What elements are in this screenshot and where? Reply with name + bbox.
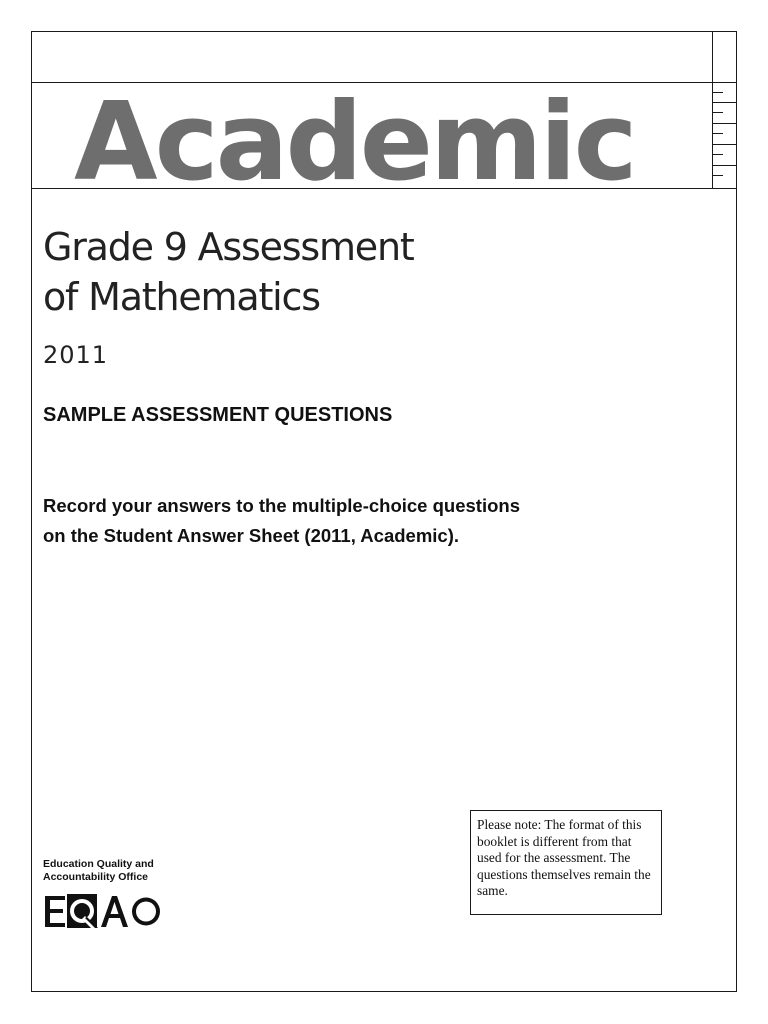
ruler-tick [713, 112, 723, 113]
title-line-2: of Mathematics [43, 275, 320, 319]
eqao-logo-icon [43, 890, 173, 932]
org-name-line-2: Accountability Office [43, 871, 149, 883]
academic-banner-title: Academic [74, 82, 635, 189]
assessment-year: 2011 [43, 341, 109, 369]
instruction-line-1: Record your answers to the multiple-choice questions [43, 495, 520, 516]
organization-logo-block [43, 858, 243, 938]
organization-name [43, 858, 243, 884]
title-line-1: Grade 9 Assessment [43, 225, 414, 269]
ruler-tick [713, 133, 723, 134]
ruler-tick [713, 175, 723, 176]
ruler-tick [713, 102, 737, 103]
header-band [32, 32, 736, 83]
org-name-line-1: Education Quality and [43, 858, 154, 870]
format-note-box: Please note: The format of this booklet is different from that used for the assessment. The questions themselves remain the same. [470, 810, 662, 915]
ruler-tick [713, 144, 737, 145]
ruler-tick [713, 165, 737, 166]
instruction-line-2: on the Student Answer Sheet (2011, Academic). [43, 525, 460, 546]
ruler-tick [713, 154, 723, 155]
ruler-tick [713, 123, 737, 124]
section-heading: SAMPLE ASSESSMENT QUESTIONS [43, 404, 393, 426]
ruler-tick [713, 92, 723, 93]
assessment-title [43, 222, 414, 322]
title-band [32, 82, 736, 189]
instructions [43, 491, 520, 551]
